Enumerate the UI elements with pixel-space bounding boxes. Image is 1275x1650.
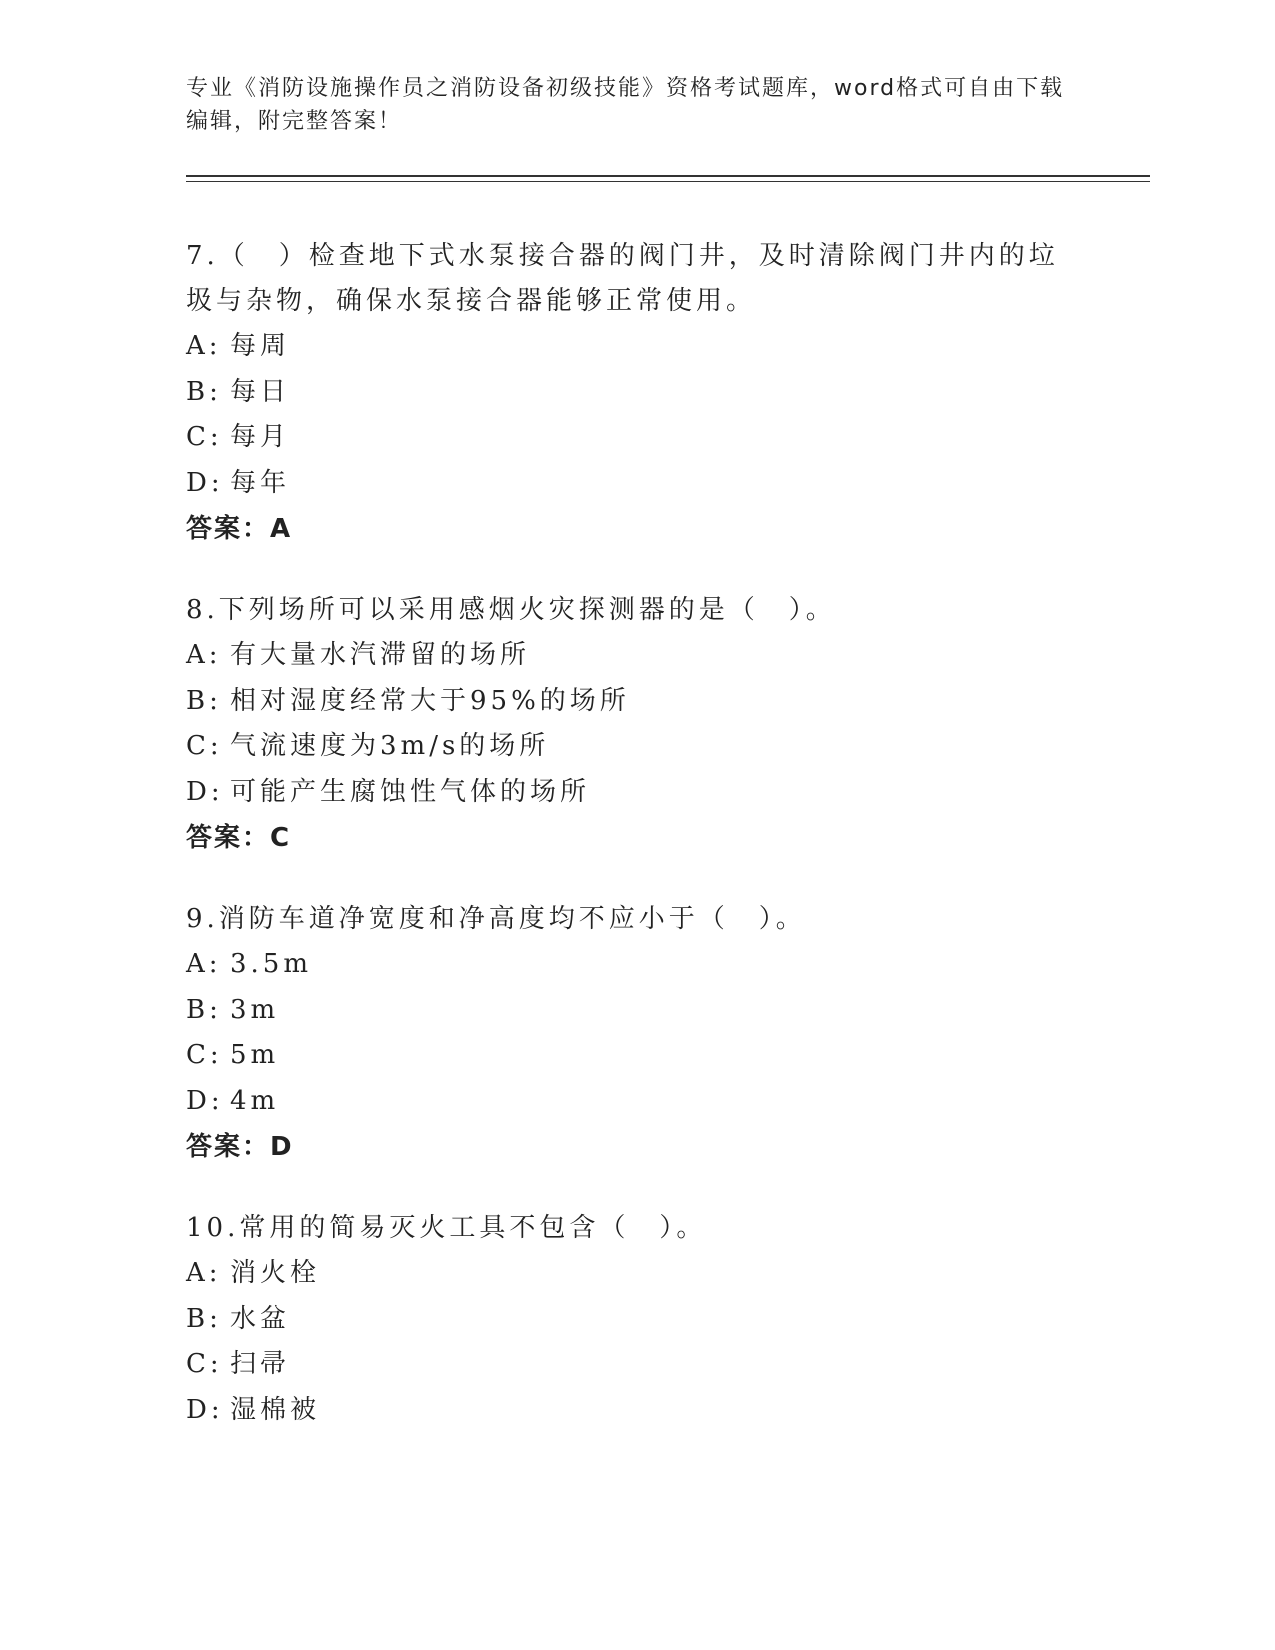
answer-line: 答案：A [186, 514, 293, 544]
option-text: 3m [230, 994, 280, 1025]
option-d [186, 461, 1066, 507]
question-9 [186, 897, 1066, 1170]
option-d [186, 770, 1066, 816]
question-7 [186, 234, 1066, 552]
option-b [186, 988, 1066, 1034]
option-a [186, 942, 1066, 988]
question-list [186, 234, 1066, 1469]
question-stem: 8.下列场所可以采用感烟火灾探测器的是（ ）。 [186, 595, 836, 625]
header-divider-thin [186, 181, 1150, 182]
option-b [186, 679, 1066, 725]
option-key: A: [186, 331, 222, 361]
option-c [186, 1033, 1066, 1079]
option-c [186, 1342, 1066, 1388]
option-text: 3.5m [230, 949, 313, 979]
option-text: 每年 [230, 467, 291, 498]
option-text: 消火栓 [230, 1258, 321, 1288]
option-key: D: [186, 1085, 224, 1116]
question-stem: 10.常用的简易灭火工具不包含（ ）。 [186, 1213, 707, 1243]
option-b [186, 1297, 1066, 1343]
option-d [186, 1388, 1066, 1434]
answer-line: 答案：C [186, 823, 292, 853]
option-key: D: [186, 467, 224, 498]
option-text: 每周 [230, 331, 291, 361]
option-text: 湿棉被 [230, 1394, 321, 1425]
header-divider-thick [186, 175, 1150, 177]
option-c [186, 724, 1066, 770]
option-key: C: [186, 1349, 223, 1379]
option-text: 有大量水汽滞留的场所 [230, 640, 531, 670]
option-a [186, 633, 1066, 679]
option-a [186, 324, 1066, 370]
option-d [186, 1079, 1066, 1125]
option-key: A: [186, 1258, 222, 1288]
question-stem: 9.消防车道净宽度和净高度均不应小于（ ）。 [186, 904, 806, 934]
option-key: C: [186, 1040, 223, 1070]
document-header: 专业《消防设施操作员之消防设备初级技能》资格考试题库，word格式可自由下载编辑，附完整答案！ [186, 76, 1065, 134]
option-text: 5m [230, 1040, 280, 1070]
option-key: B: [186, 994, 222, 1025]
option-text: 4m [230, 1085, 280, 1116]
option-key: A: [186, 640, 222, 670]
option-text: 相对湿度经常大于95%的场所 [230, 685, 630, 716]
option-text: 每月 [230, 422, 291, 452]
option-key: A: [186, 949, 222, 979]
question-8 [186, 588, 1066, 861]
option-a [186, 1251, 1066, 1297]
option-text: 水盆 [230, 1303, 291, 1334]
option-key: B: [186, 1303, 222, 1334]
option-key: B: [186, 376, 222, 407]
question-10 [186, 1206, 1066, 1433]
option-text: 每日 [230, 376, 291, 407]
option-text: 气流速度为3m/s的场所 [230, 731, 550, 761]
option-c [186, 415, 1066, 461]
option-key: D: [186, 776, 224, 807]
option-key: B: [186, 685, 222, 716]
option-key: C: [186, 422, 223, 452]
option-key: D: [186, 1394, 224, 1425]
option-text: 扫帚 [230, 1349, 291, 1379]
option-b [186, 370, 1066, 416]
question-stem: 7.（ ）检查地下式水泵接合器的阀门井，及时清除阀门井内的垃圾与杂物，确保水泵接合器能够正常使用。 [186, 241, 1059, 316]
option-text: 可能产生腐蚀性气体的场所 [230, 776, 591, 807]
answer-line: 答案：D [186, 1132, 294, 1162]
option-key: C: [186, 731, 223, 761]
